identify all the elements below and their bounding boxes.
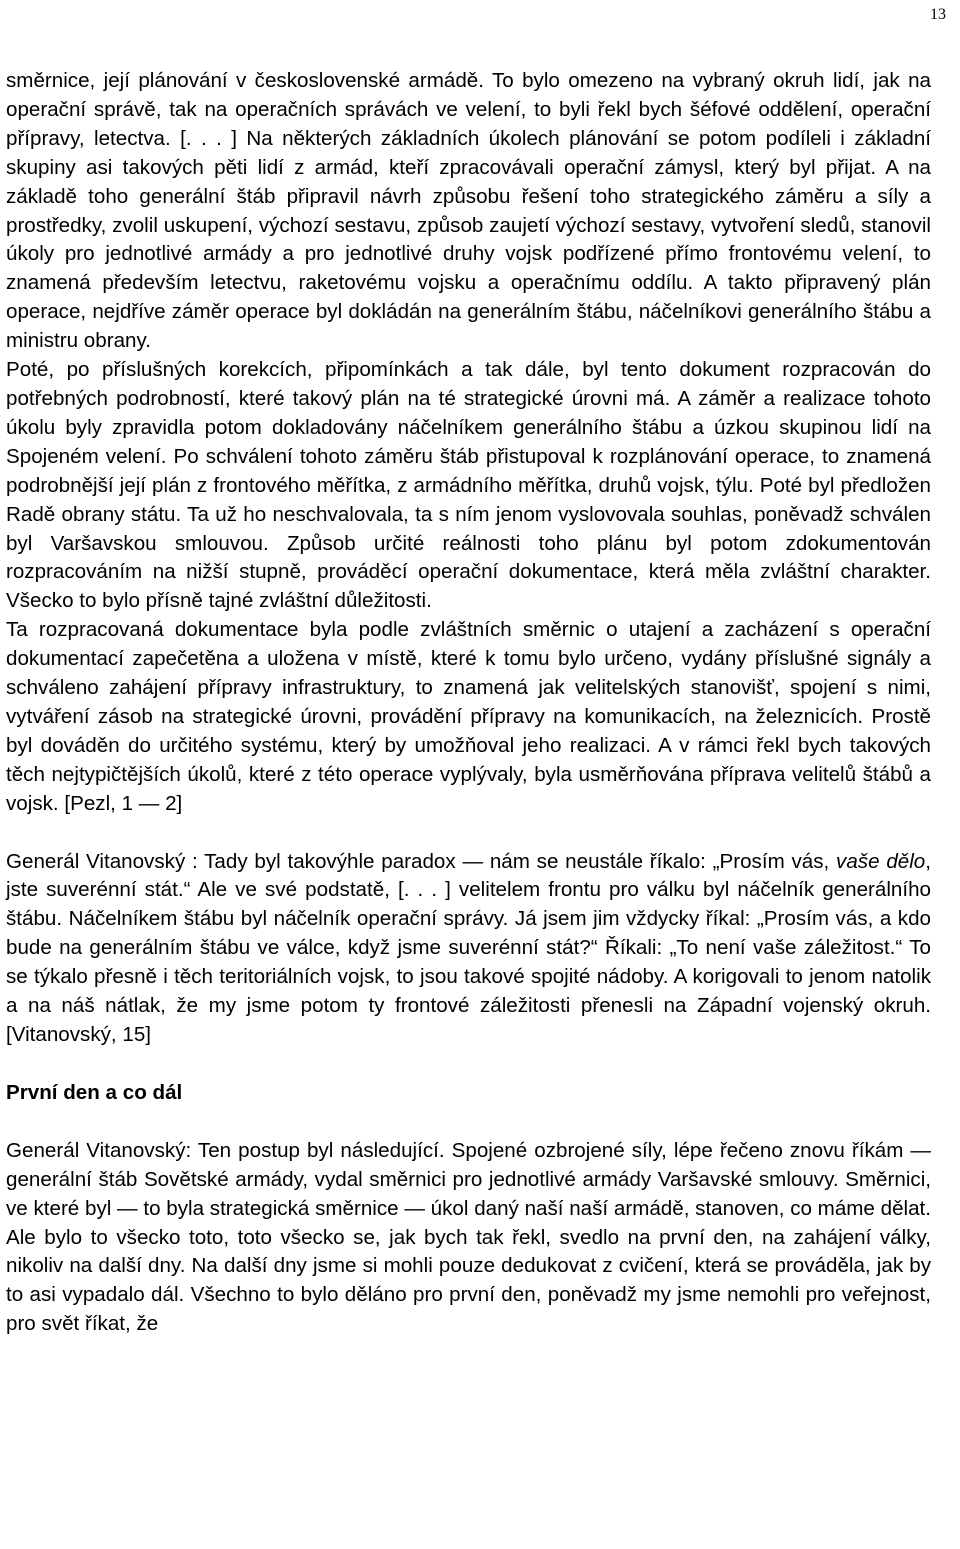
document-body (6, 67, 931, 1339)
paragraph-gap (6, 1108, 931, 1137)
paragraph-gap (6, 1050, 931, 1079)
paragraph-4 (6, 848, 931, 1050)
paragraph-gap (6, 819, 931, 848)
paragraph-3: Ta rozpracovaná dokumentace byla podle zvláštních směrnic o utajení a zacházení s operační dokumentací zapečetěna a uložena v místě, které k tomu bylo určeno, vydány příslušné signály a schváleno zahájení přípravy infrastruktury, to znamená jak velitelských stanovišť, spojení s nimi, vytváření zásob na strategické úrovni, provádění přípravy na komunikacích, na železnicích. Prostě byl dováděn do určitého systému, který by umožňoval jeho realizaci. A v rámci řekl bych takových těch nejtypičtějších úkolů, které z této operace vyplývaly, byla usměrňována příprava velitelů štábů a vojsk. [Pezl, 1 — 2] (6, 618, 931, 815)
paragraph-4-part-1: Generál Vitanovský : Tady byl takovýhle paradox — nám se neustále říkalo: „Prosím vás, (6, 849, 837, 873)
paragraph-5: Generál Vitanovský: Ten postup byl následující. Spojené ozbrojené síly, lépe řečeno znovu říkám — generální štáb Sovětské armády, vydal směrnici pro jednotlivé armády Varšavské smlouvy. Směrnici, ve které byl — to byla strategická směrnice — úkol daný naší naší armádě, stanoven, co máme dělat. Ale bylo to všecko toto, toto všecko se, jak bych tak řekl, svedlo na první den, na zahájení války, nikoliv na další dny. Na další dny jsme si mohli pouze dedukovat z cvičení, která se prováděla, jak by to asi vypadalo dál. Všechno to bylo děláno pro první den, poněvadž my jsme nemohli pro veřejnost, pro svět říkat, že (6, 1138, 931, 1336)
paragraph-2: Poté, po příslušných korekcích, připomínkách a tak dále, byl tento dokument rozpracován do potřebných podrobností, které takový plán na té strategické úrovni má. A záměr a realizace tohoto úkolu byly zpravidla potom dokladovány náčelníkem generálního štábu a úzkou skupinou lidí na Spojeném velení. Po schválení tohoto záměru štáb přistupoval k rozplánování operace, to znamená podrobnější její plán z frontového měřítka, z armádního měřítka, druhů vojsk, týlu. Poté byl předložen Radě obrany státu. Ta už ho neschvalovala, ta s ním jenom vyslovovala souhlas, poněvadž schválen byl Varšavskou smlouvou. Způsob určité reálnosti toho plánu byl potom zdokumentován rozpracováním na nižší stupně, prováděcí operační dokumentace, která měla zvláštní charakter. Všecko to bylo přísně tajné zvláštní důležitosti. (6, 358, 931, 613)
paragraph-1: směrnice, její plánování v československé armádě. To bylo omezeno na vybraný okruh lidí, jak na operační správě, tak na operačních správách ve velení, to byli řekl bych šéfové oddělení, operační přípravy, letectva. [. . . ] Na některých základních úkolech plánování se potom podíleli i základní skupiny asi takových pěti lidí z armád, kteří zpracovávali operační zámysl, který byl přijat. A na základě toho generální štáb připravil návrh způsobu řešení toho strategického záměru a síly a prostředky, zvolil uskupení, výchozí sestavu, způsob zaujetí výchozí sestavy, vytvoření sledů, stanovil úkoly pro jednotlivé armády a pro jednotlivé druhy vojsk podřízené přímo frontovému velení, to znamená především letectvu, raketovému vojsku a operačnímu oddílu. A takto připravený plán operace, nejdříve záměr operace byl dokládán na generálním štábu, náčelníkovi generálního štábu a ministru obrany. (6, 69, 931, 353)
paragraph-4-part-2: , jste suverénní stát.“ Ale ve své podstatě, [. . . ] velitelem frontu pro válku byl náčelník generálního štábu. Náčelníkem štábu byl náčelník operační správy. Já jsem jim vždycky říkal: „Prosím vás, a kdo bude na generálním štábu ve válce, když jsme suverénní stát?“ Říkali: „To není vaše záležitost.“ To se týkalo přesně i těch teritoriálních vojsk, to jsou takové spojité nádoby. A korigovali to jenom natolik a na náš nátlak, že my jsme potom ty frontové záležitosti přenesli na Západní vojenský okruh. [Vitanovský, 15] (6, 849, 931, 1046)
page-number: 13 (930, 6, 946, 23)
paragraph-4-italic: vaše dělo (836, 849, 926, 873)
section-heading: První den a co dál (6, 1080, 183, 1104)
